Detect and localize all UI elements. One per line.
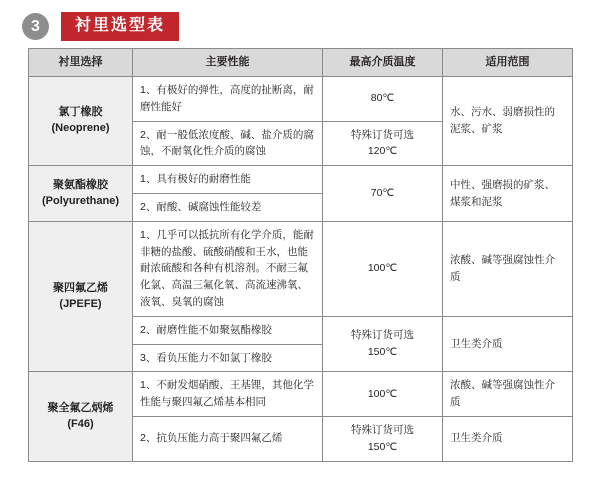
scope-cell: 卫生类介质 bbox=[443, 316, 573, 372]
lining-name-line1: 聚四氟乙烯 bbox=[53, 281, 108, 294]
lining-name-line1: 聚全氟乙炳烯 bbox=[47, 401, 114, 414]
performance-cell: 1、几乎可以抵抗所有化学介质，能耐非糖的盐酸、硫酸硝酸和王水，也能耐浓硫酸和各种有机溶剂。不耐三氟化氯、高温三氟化氧、高流速沸氧、液氧、臭氧的腐蚀 bbox=[133, 221, 323, 316]
table-container bbox=[0, 42, 600, 462]
lining-name-line1: 氯丁橡胶 bbox=[58, 106, 103, 119]
performance-cell: 3、看负压能力不如氯丁橡胶 bbox=[133, 344, 323, 372]
temperature-line2: 150℃ bbox=[367, 346, 398, 359]
temperature-cell bbox=[323, 417, 443, 462]
temperature-line2: 150℃ bbox=[367, 440, 398, 453]
scope-cell: 水、污水、弱磨损性的泥浆、矿浆 bbox=[443, 77, 573, 166]
lining-name-cell bbox=[29, 166, 133, 222]
temperature-cell: 70℃ bbox=[323, 166, 443, 222]
performance-cell: 1、有极好的弹性，高度的扯断离，耐磨性能好 bbox=[133, 77, 323, 122]
temperature-cell bbox=[323, 316, 443, 372]
page-header bbox=[0, 0, 600, 42]
temperature-line1: 特殊订货可选 bbox=[351, 128, 414, 141]
lining-name-line1: 聚氨酯橡胶 bbox=[53, 178, 108, 191]
performance-cell: 1、不耐发烟硝酸、王基锂，其他化学性能与聚四氟乙烯基本相同 bbox=[133, 372, 323, 417]
lining-selection-table bbox=[28, 48, 573, 462]
table-row bbox=[29, 372, 573, 417]
lining-name-line2: (JPEFE) bbox=[59, 297, 102, 310]
column-header-performance: 主要性能 bbox=[133, 49, 323, 77]
temperature-cell bbox=[323, 121, 443, 166]
table-row bbox=[29, 221, 573, 316]
scope-cell: 卫生类介质 bbox=[443, 417, 573, 462]
table-row bbox=[29, 77, 573, 122]
table-body bbox=[29, 77, 573, 462]
table-header-row bbox=[29, 49, 573, 77]
temperature-cell: 100℃ bbox=[323, 221, 443, 316]
scope-cell: 浓酸、碱等强腐蚀性介质 bbox=[443, 221, 573, 316]
page-title: 衬里选型表 bbox=[61, 12, 179, 41]
table-row bbox=[29, 166, 573, 194]
lining-name-cell bbox=[29, 221, 133, 372]
lining-name-cell bbox=[29, 372, 133, 461]
temperature-line1: 特殊订货可选 bbox=[351, 329, 414, 342]
performance-cell: 2、耐酸、碱腐蚀性能较差 bbox=[133, 194, 323, 222]
temperature-line2: 120℃ bbox=[367, 145, 398, 158]
column-header-max-temp: 最高介质温度 bbox=[323, 49, 443, 77]
column-header-lining: 衬里选择 bbox=[29, 49, 133, 77]
performance-cell: 1、具有极好的耐磨性能 bbox=[133, 166, 323, 194]
performance-cell: 2、抗负压能力高于聚四氟乙烯 bbox=[133, 417, 323, 462]
lining-name-line2: (Neoprene) bbox=[51, 122, 110, 135]
performance-cell: 2、耐磨性能不如聚氨酯橡胶 bbox=[133, 316, 323, 344]
performance-cell: 2、耐一般低浓度酸、碱、盐介质的腐蚀，不耐氧化性介质的腐蚀 bbox=[133, 121, 323, 166]
scope-cell: 浓酸、碱等强腐蚀性介质 bbox=[443, 372, 573, 417]
lining-name-cell bbox=[29, 77, 133, 166]
section-number-badge: 3 bbox=[22, 13, 49, 40]
lining-name-line2: (F46) bbox=[67, 417, 94, 430]
lining-name-line2: (Polyurethane) bbox=[41, 194, 119, 207]
temperature-cell: 100℃ bbox=[323, 372, 443, 417]
scope-cell: 中性、强磨损的矿浆、煤浆和泥浆 bbox=[443, 166, 573, 222]
column-header-scope: 适用范围 bbox=[443, 49, 573, 77]
temperature-line1: 特殊订货可选 bbox=[351, 424, 414, 436]
temperature-cell: 80℃ bbox=[323, 77, 443, 122]
table-header bbox=[29, 49, 573, 77]
